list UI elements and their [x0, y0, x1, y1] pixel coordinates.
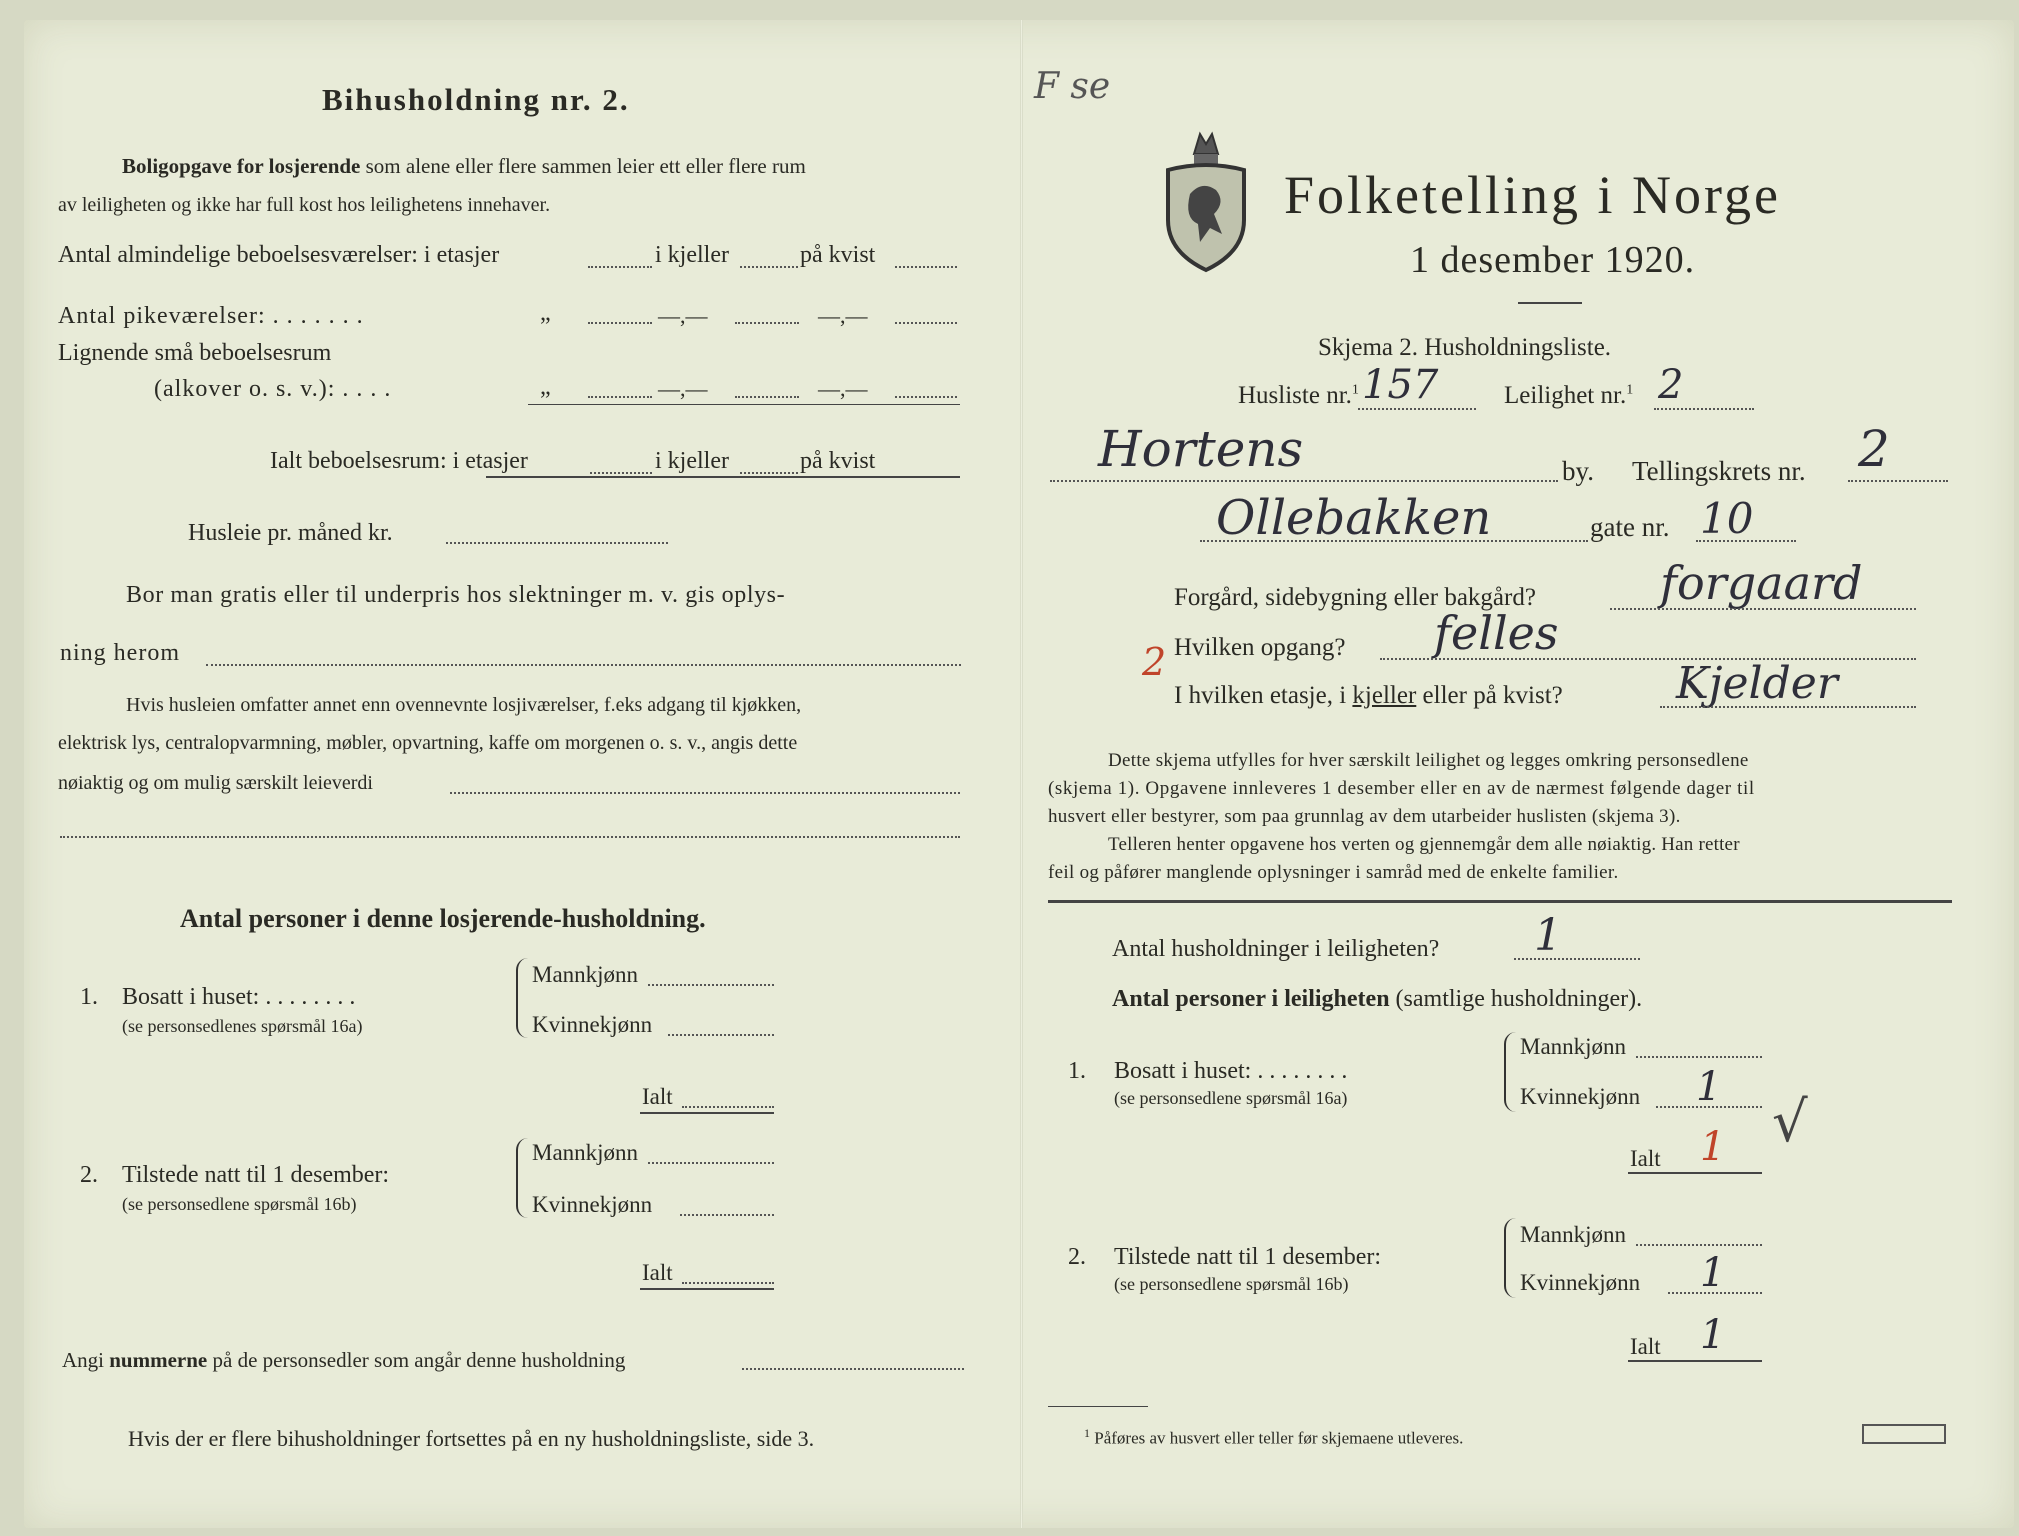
ialt-rooms-underline [486, 476, 960, 478]
right-q2-label: Tilstede natt til 1 desember: [1114, 1244, 1382, 1270]
corner-note: F se [1034, 66, 1111, 107]
antal-hush-field [1514, 958, 1640, 960]
husleie-field[interactable] [446, 542, 668, 544]
lignende-kjeller-dash: —,— [658, 376, 708, 401]
right-q1-ialt-label: Ialt [1630, 1146, 1661, 1171]
etasje-field [1660, 706, 1916, 708]
husliste-label [1238, 382, 1359, 410]
rooms-etasjer-field[interactable] [588, 266, 652, 268]
angi-bold: nummerne [109, 1348, 208, 1372]
husliste-value[interactable]: 157 [1362, 362, 1439, 408]
opgang-mark: 2 [1142, 640, 1167, 684]
footnote-rule [1048, 1406, 1148, 1407]
info-line2: (skjema 1). Opgavene innleveres 1 desember eller en av de nærmest følgende dager til [1048, 778, 1755, 799]
title-rule [1518, 302, 1582, 304]
right-q2-kvinne-label: Kvinnekjønn [1520, 1270, 1641, 1295]
angi-word: Angi [62, 1348, 104, 1372]
right-q1-kvinne-field [1656, 1106, 1762, 1108]
etasje-label-c: eller på kvist? [1422, 682, 1563, 709]
right-q2-mann-label: Mannkjønn [1520, 1222, 1627, 1247]
schema-label: Skjema 2. Husholdningsliste. [1318, 334, 1612, 361]
husliste-text: Husliste nr. [1238, 382, 1352, 409]
right-q1-sub: (se personsedlene spørsmål 16a) [1114, 1088, 1348, 1108]
lignende-quote: „ [540, 374, 551, 400]
left-q1-kvinne-label: Kvinnekjønn [532, 1012, 653, 1037]
ialt-kjeller-field[interactable] [740, 472, 798, 474]
rooms-kjeller-label: i kjeller [655, 242, 729, 268]
right-q1-kvinne-value[interactable]: 1 [1696, 1064, 1722, 1110]
left-intro-line2: av leiligheten og ikke har full kost hos leilighetens innehaver. [58, 194, 551, 216]
forgard-label: Forgård, sidebygning eller bakgård? [1174, 584, 1536, 611]
left-q2-mann-field[interactable] [648, 1162, 774, 1164]
left-q1-mann-field[interactable] [648, 984, 774, 986]
by-label: by. [1562, 456, 1594, 486]
leieverdi-field-2[interactable] [60, 836, 960, 838]
footnote-text: Påføres av husvert eller teller før skjemaene utleveres. [1094, 1428, 1464, 1448]
pike-kjeller-dash: —,— [658, 303, 708, 328]
hvis-line2: elektrisk lys, centralopvarmning, møbler, opvartning, kaffe om morgenen o. s. v., angis dette [58, 732, 798, 754]
leilighet-text: Leilighet nr. [1504, 382, 1627, 409]
pike-kvist-dash: —,— [818, 303, 868, 328]
gate-label: gate nr. [1590, 512, 1670, 542]
pike-quote: „ [540, 300, 551, 326]
forgard-field [1610, 608, 1916, 610]
angi-field[interactable] [742, 1368, 964, 1370]
krets-field [1848, 480, 1948, 482]
right-q1-ialt-underline [1628, 1172, 1762, 1174]
right-q2-mann-field[interactable] [1636, 1244, 1762, 1246]
left-intro [122, 154, 806, 179]
opgang-value[interactable]: felles [1434, 606, 1559, 660]
rooms-sum-line [528, 404, 960, 405]
left-q1-brace [516, 958, 528, 1038]
rooms-kjeller-field[interactable] [740, 266, 798, 268]
leilighet-footnote-mark: 1 [1626, 382, 1634, 398]
leilighet-field [1654, 408, 1754, 410]
right-q1-num: 1. [1068, 1058, 1086, 1084]
right-q1-brace [1504, 1032, 1516, 1112]
etasje-kjeller-underlined: kjeller [1352, 682, 1417, 709]
bor-line2: ning herom [60, 640, 180, 666]
right-q2-ialt-value[interactable]: 1 [1700, 1312, 1726, 1358]
etasje-label-a: I hvilken etasje, i [1174, 682, 1347, 709]
left-q1-num: 1. [80, 984, 98, 1010]
right-q1-kvinne-label: Kvinnekjønn [1520, 1084, 1641, 1109]
intro-bold: Boligopgave for losjerende [122, 154, 361, 178]
left-q2-ialt-field[interactable] [682, 1282, 774, 1284]
right-q1-mann-label: Mannkjønn [1520, 1034, 1627, 1059]
left-footer: Hvis der er flere bihusholdninger fortsettes på en ny husholdningsliste, side 3. [128, 1426, 815, 1451]
left-q2-label: Tilstede natt til 1 desember: [122, 1162, 390, 1188]
census-date: 1 desember 1920. [1410, 239, 1696, 281]
krets-value[interactable]: 2 [1858, 420, 1890, 478]
etasje-label [1174, 682, 1563, 710]
krets-label: Tellingskrets nr. [1632, 456, 1806, 486]
husliste-field [1358, 408, 1476, 410]
ialt-etasjer-field[interactable] [590, 472, 652, 474]
angi-line [62, 1348, 625, 1373]
right-q1-label: Bosatt i huset: . . . . . . . . [1114, 1058, 1348, 1084]
left-q1-kvinne-field[interactable] [668, 1034, 774, 1036]
left-q2-num: 2. [80, 1162, 98, 1188]
main-title: Folketelling i Norge [1284, 165, 1781, 225]
bor-field[interactable] [206, 664, 961, 666]
left-q1-ialt-field[interactable] [682, 1106, 774, 1108]
left-q2-kvinne-field[interactable] [680, 1214, 774, 1216]
gate-value[interactable]: Ollebakken [1216, 490, 1492, 546]
antal-hush-label: Antal husholdninger i leiligheten? [1112, 936, 1440, 962]
ialt-kjeller-label: i kjeller [655, 448, 729, 474]
info-line1: Dette skjema utfylles for hver særskilt leilighet og legges omkring personsedlene [1108, 750, 1749, 771]
left-q1-ialt-underline [640, 1112, 774, 1114]
lignende-line1: Lignende små beboelsesrum [58, 340, 332, 366]
lignende-kvist-dash: —,— [818, 376, 868, 401]
ialt-rooms-label: Ialt beboelsesrum: i etasjer [270, 448, 528, 474]
bor-line1: Bor man gratis eller til underpris hos slektninger m. v. gis oplys- [126, 582, 786, 608]
left-q2-kvinne-label: Kvinnekjønn [532, 1192, 653, 1217]
hvis-line1: Hvis husleien omfatter annet enn ovennevnte losjiværelser, f.eks adgang til kjøkken, [126, 694, 802, 716]
right-q2-sub: (se personsedlene spørsmål 16b) [1114, 1274, 1349, 1294]
right-q2-ialt-underline [1628, 1360, 1762, 1362]
right-persons-heading-bold: Antal personer i leiligheten [1112, 986, 1390, 1012]
section-divider [1048, 900, 1952, 903]
info-line3: husvert eller bestyrer, som paa grunnlag av dem utarbeider huslisten (skjema 3). [1048, 806, 1681, 827]
pike-label: Antal pikeværelser: . . . . . . . [58, 303, 364, 329]
leilighet-value[interactable]: 2 [1658, 362, 1684, 408]
intro-rest: som alene eller flere sammen leier ett eller flere rum [365, 154, 806, 178]
rooms-kvist-field[interactable] [895, 266, 957, 268]
printer-stamp [1862, 1424, 1946, 1444]
leieverdi-field[interactable] [450, 792, 960, 794]
footnote [1084, 1426, 1463, 1449]
left-q2-ialt-underline [640, 1288, 774, 1290]
right-q1-ialt-value[interactable]: 1 [1700, 1124, 1726, 1170]
by-value[interactable]: Hortens [1098, 420, 1304, 478]
left-q1-mann-label: Mannkjønn [532, 962, 639, 987]
right-persons-heading-rest: (samtlige husholdninger). [1395, 986, 1643, 1012]
forgard-value[interactable]: forgaard [1660, 556, 1863, 610]
husliste-footnote-mark: 1 [1351, 382, 1359, 398]
right-q2-brace [1504, 1218, 1516, 1298]
coat-of-arms-icon [1160, 124, 1252, 274]
left-q2-sub: (se personsedlene spørsmål 16b) [122, 1194, 357, 1214]
etasje-value[interactable]: Kjelder [1676, 658, 1838, 709]
gate-field [1200, 540, 1588, 542]
info-line5: feil og påfører manglende oplysninger i samråd med de enkelte familier. [1048, 862, 1619, 883]
lignende-etasjer-field[interactable] [588, 396, 652, 398]
pike-etasjer-field[interactable] [588, 322, 652, 324]
gate-nr-field [1696, 540, 1796, 542]
husleie-label: Husleie pr. måned kr. [188, 520, 393, 546]
pike-kjeller-field[interactable] [735, 322, 799, 324]
right-q2-kvinne-value[interactable]: 1 [1700, 1250, 1726, 1296]
hvis-line3: nøiaktig og om mulig særskilt leieverdi [58, 772, 373, 794]
gate-nr-value[interactable]: 10 [1700, 494, 1754, 543]
left-q1-label: Bosatt i huset: . . . . . . . . [122, 984, 356, 1010]
leilighet-label [1504, 382, 1633, 410]
opgang-label: Hvilken opgang? [1174, 634, 1346, 661]
left-persons-heading: Antal personer i denne losjerende-husholdning. [180, 904, 706, 933]
check-mark: √ [1772, 1090, 1808, 1155]
left-q1-sub: (se personsedlenes spørsmål 16a) [122, 1016, 363, 1036]
right-q2-ialt-label: Ialt [1630, 1334, 1661, 1359]
angi-rest: på de personsedler som angår denne husholdning [212, 1348, 626, 1372]
footnote-mark: 1 [1084, 1426, 1090, 1440]
right-q1-mann-field[interactable] [1636, 1056, 1762, 1058]
right-q2-kvinne-field [1668, 1292, 1762, 1294]
left-q2-ialt-label: Ialt [642, 1260, 673, 1285]
rooms-label: Antal almindelige beboelsesværelser: i etasjer [58, 242, 500, 268]
by-field [1050, 480, 1558, 482]
pike-kvist-field[interactable] [895, 322, 957, 324]
page-fold [1020, 20, 1023, 1528]
lignende-kvist-field[interactable] [895, 396, 957, 398]
left-q2-brace [516, 1138, 528, 1218]
left-q1-ialt-label: Ialt [642, 1084, 673, 1109]
lignende-kjeller-field[interactable] [735, 396, 799, 398]
left-q2-mann-label: Mannkjønn [532, 1140, 639, 1165]
rooms-kvist-label: på kvist [800, 242, 876, 268]
right-q2-num: 2. [1068, 1244, 1086, 1270]
lignende-line2: (alkover o. s. v.): . . . . [154, 376, 392, 402]
left-title: Bihusholdning nr. 2. [322, 82, 630, 117]
right-persons-heading [1112, 986, 1642, 1013]
antal-hush-value[interactable]: 1 [1534, 910, 1562, 961]
info-line4: Telleren henter opgavene hos verten og gjennemgår dem alle nøiaktig. Han retter [1108, 834, 1740, 855]
ialt-kvist-label: på kvist [800, 448, 876, 474]
